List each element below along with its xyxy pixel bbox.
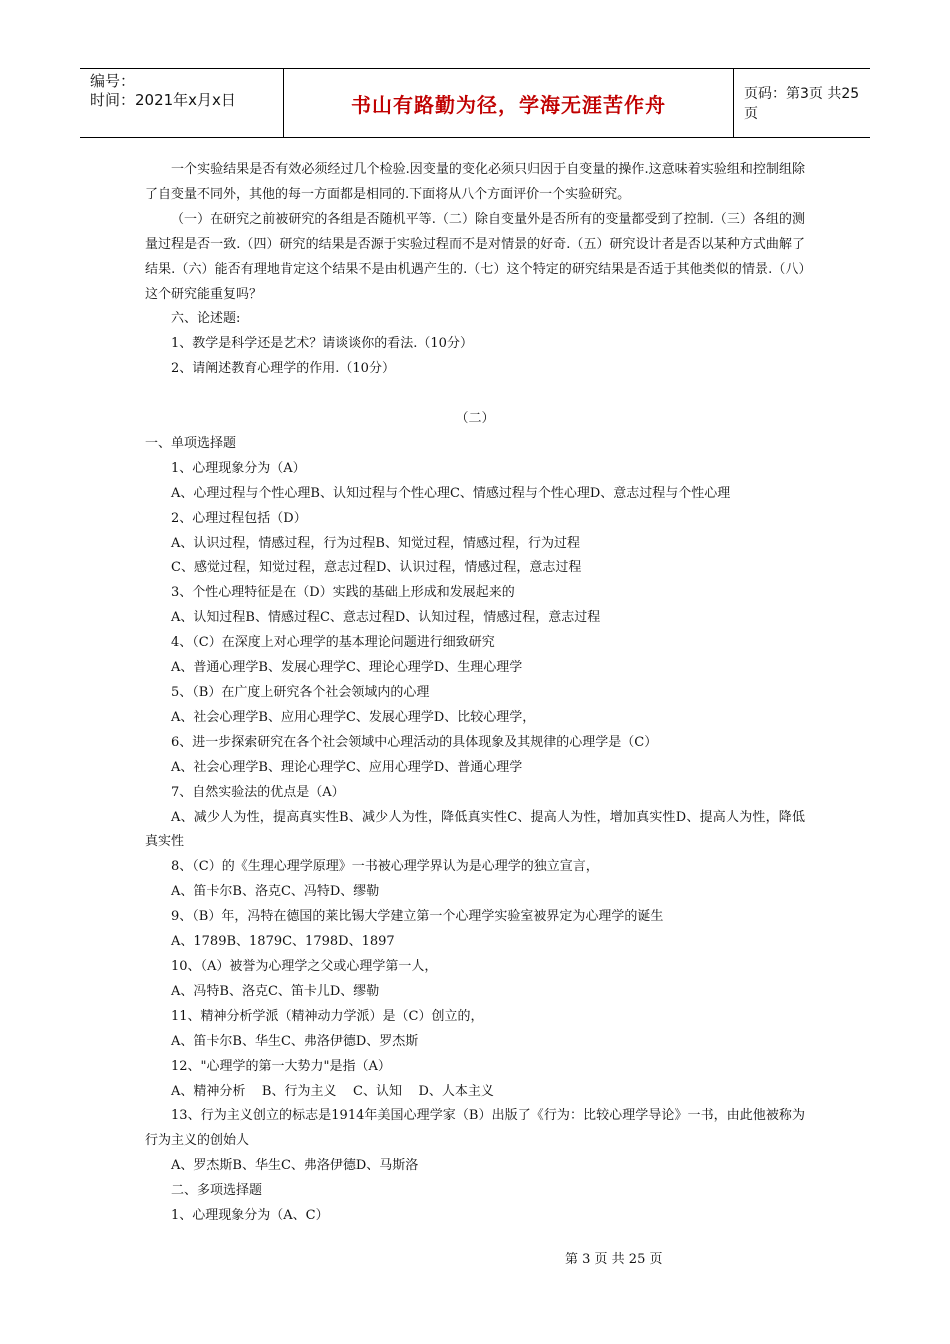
page-footer: 第 3 页 共 25 页	[565, 1252, 663, 1267]
header-page-label: 页码：第3页 共25页	[744, 86, 860, 122]
header-motto: 书山有路勤为径，学海无涯苦作舟	[284, 69, 734, 137]
essay-item-2: 2、请阐述教育心理学的作用.（10分）	[171, 361, 395, 377]
question-line: 9、（B）年，冯特在德国的莱比锡大学建立第一个心理学实验室被界定为心理学的诞生	[171, 909, 664, 925]
question-line: 8、（C）的《生理心理学原理》一书被心理学界认为是心理学的独立宣言，	[171, 859, 599, 875]
option-line: A、减少人为性，提高真实性B、减少人为性，降低真实性C、提高人为性，增加真实性D、提高人为性，降低真实性	[145, 809, 805, 850]
intro-paragraph-1: 一个实验结果是否有效必须经过几个检验.因变量的变化必须只归因于自变量的操作.这意味着实验组和控制组除了自变量不同外，其他的每一方面都是相同的.下面将从八个方面评价一个实验研究。	[145, 162, 805, 202]
essay-heading: 六、论述题:	[171, 311, 241, 327]
option-line: A、认识过程，情感过程，行为过程B、知觉过程，情感过程，行为过程	[171, 535, 580, 551]
essay-item-1: 1、教学是科学还是艺术？请谈谈你的看法.（10分）	[171, 336, 473, 352]
option-line: A、心理过程与个性心理B、认知过程与个性心理C、情感过程与个性心理D、意志过程与个性心理	[171, 485, 731, 501]
intro-paragraph-2: （一）在研究之前被研究的各组是否随机平等.（二）除自变量外是否所有的变量都受到了控制.（三）各组的测量过程是否一致.（四）研究的结果是否源于实验过程而不是对情景的好奇.（五）研究设计者是否以某种方式曲解了结果.（六）能否有理地肯定这个结果不是由机遇产生的.（七）这个特定的研究结果是否适于其他类似的情景.（八）这个研究能重复吗？	[145, 211, 805, 302]
question-line: 1、心理现象分为（A、C）	[171, 1208, 329, 1224]
question-line: 1、心理现象分为（A）	[171, 460, 306, 476]
option-line: A、普通心理学B、发展心理学C、理论心理学D、生理心理学	[171, 660, 523, 676]
question-line: 10、（A）被誉为心理学之父或心理学第一人，	[171, 958, 438, 974]
page-header	[80, 68, 870, 138]
question-line: 5、（B）在广度上研究各个社会领域内的心理	[171, 685, 430, 701]
question-line: 4、（C）在深度上对心理学的基本理论问题进行细致研究	[171, 635, 495, 651]
question-line: 7、自然实验法的优点是（A）	[171, 784, 345, 800]
question-line: 3、个性心理特征是在（D）实践的基础上形成和发展起来的	[171, 585, 515, 601]
option-line: A、精神分析 B、行为主义 C、认知 D、人本主义	[171, 1083, 494, 1099]
question-line: 12、"心理学的第一大势力"是指（A）	[171, 1058, 391, 1074]
part-title: （二）	[455, 411, 495, 427]
option-line: A、笛卡尔B、华生C、弗洛伊德D、罗杰斯	[171, 1033, 419, 1049]
option-line: C、感觉过程，知觉过程，意志过程D、认识过程，情感过程，意志过程	[171, 560, 582, 576]
question-line: 13、行为主义创立的标志是1914年美国心理学家（B）出版了《行为：比较心理学导论》一书，由此他被称为行为主义的创始人	[145, 1108, 805, 1149]
document-body	[145, 158, 805, 1229]
option-line: A、社会心理学B、应用心理学C、发展心理学D、比较心理学，	[171, 709, 536, 725]
option-line: A、1789B、1879C、1798D、1897	[171, 934, 395, 950]
option-line: A、罗杰斯B、华生C、弗洛伊德D、马斯洛	[171, 1158, 419, 1174]
header-meta	[80, 69, 284, 137]
single-choice-heading: 一、单项选择题	[145, 435, 237, 451]
spacer	[145, 382, 805, 407]
option-line: A、笛卡尔B、洛克C、冯特D、缪勒	[171, 884, 380, 900]
question-line: 11、精神分析学派（精神动力学派）是（C）创立的，	[171, 1008, 484, 1024]
option-line: A、冯特B、洛克C、笛卡儿D、缪勒	[171, 983, 380, 999]
question-line: 6、进一步探索研究在各个社会领域中心理活动的具体现象及其规律的心理学是（C）	[171, 734, 658, 750]
option-line: A、社会心理学B、理论心理学C、应用心理学D、普通心理学	[171, 759, 523, 775]
doc-number-label: 编号：	[90, 72, 136, 90]
question-line: 2、心理过程包括（D）	[171, 510, 307, 526]
multi-choice-heading: 二、多项选择题	[171, 1183, 263, 1199]
option-line: A、认知过程B、情感过程C、意志过程D、认知过程，情感过程，意志过程	[171, 610, 601, 626]
doc-date-label: 时间：2021年x月x日	[90, 91, 236, 109]
